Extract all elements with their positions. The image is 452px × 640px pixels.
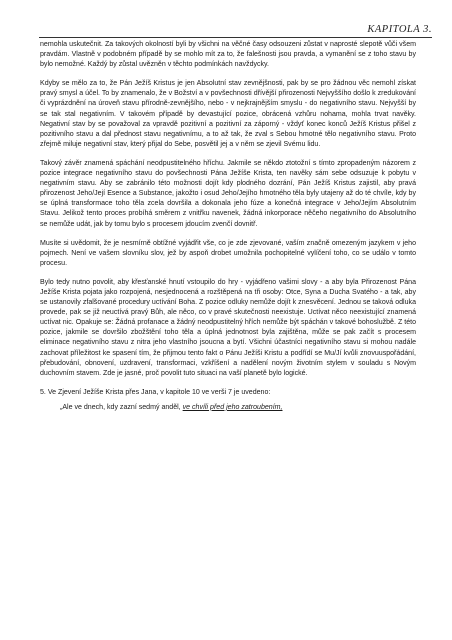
bible-quote [40,403,416,413]
paragraph: Bylo tedy nutno povolit, aby křesťanské hnutí vstoupilo do hry - vyjádřeno vašimi slovy - a aby byla Přirozenost Pána Ježíše Krista pojata jako rozpojená, nesjednocená a rozštěpená na tři osoby: Otce, Syna a Ducha Svatého - a tak, aby se ustanovily zfalšované procedury uctívání Boha. Z pozice odluky nemůže dojít k znesvěcení. Jednou se taková odluka provede, pak se již neuctívá pravý Bůh, ale něco, co v pravé skutečnosti neexistuje. Uctívat něco neexistující znamená uctívat nic. Opakuje se: Žádná profanace a žádný neodpustitelný hřích nemůže být spáchán v takové bohoslužbě. Z této pozice, jakmile se dovršilo zbožštění toho těla a úplná jednotnost byla zajištěna, může se pak začít s procesem eliminace negativního stavu z nitra jeho vlastního jsoucna a bytí. Všichni účastníci negativního stavu si mohou nadále zachovat příležitost ke spasení tím, že přijmou tento fakt o Pánu Ježíši Kristu a podřídí se Mu/Jí kvůli znovuuspořádání, přebudování, obnovení, uzdravení, transformaci, vzkříšení a nadělení novým životním stylem v souladu s Novým duchovním stavem. Zde je jasné, proč povolit tuto situaci na vaší planetě bylo logické. [40,278,416,377]
paragraph: Kdyby se mělo za to, že Pán Ježíš Kristus je jen Absolutní stav zevnějšnosti, pak by se pro žádnou věc nemohl získat pravý smysl a účel. To by znamenalo, že v Božství a v povšechnosti dřívější přirozenosti Nejvyššího došlo k zredukování či vyprázdnění na úroveň stavu přírodně-zevnějšího, nebo - v nejkrajnějším smyslu - do negativního stavu. Nejvyšší by se tak stal negativním. V takovém případě by devastující pozice, obrácená vzhůru nohama, mohla trvat navěky. Negativní stav by se považoval za vpravdě pozitivní a pozitivní za záporný - vždyť konec konců Ježíš Kristus přišel z pozitivního stavu a dal přednost stavu negativnímu, a to až tak, že zval s Sebou hmotné tělo negativního stavu. Proto zřejmě miluje negativní stav, který přijal do Sebe, posvětil jej a v něm se zjevil Svému lidu. [40,80,416,148]
paragraph: nemohla uskutečnit. Za takových okolností byli by všichni na věčné časy odsouzeni zůstat v naprosté slepotě vůči všem pravdám. Vlastně v podobném případě by se mohlo mít za to, že falešnosti jsou pravda, a vymanění se z toho stavu by bylo nemožné. Každý by zůstal uvězněn v těchto podmínkách navždycky. [40,41,416,69]
quote-text: „Ale ve dnech, kdy zazní sedmý anděl, [60,403,183,411]
page-body [40,40,416,422]
quote-underlined: ve chvíli před jeho zatroubením, [182,403,283,411]
header-rule [39,37,432,38]
paragraph: Takový závěr znamená spáchání neodpustitelného hříchu. Jakmile se někdo ztotožní s tímto zpropadeným názorem z pozice integrace negativního stavu do povšechnosti Pána Ježíše Krista, ten navěky sám sebe odsuzuje k pobytu v negativním stavu. Aby se zabránilo této možnosti dojít kdy plodného dozrání, Pán Ježíš Kristus zajistil, aby pravá přirozenost Jeho/Její Esence a Substance, jakožto i osud Jeho/Jejího hmotného těla byly utajeny až do té chvíle, kdy by se úplná transformace toho těla zcela dovršila a dokonala jeho fúze a konečná integrace v Jeho/Jejím Absolutním Stavu. Jelikož tento proces probíhá směrem z vnitřku navenek, žádná inkorporace něčeho negativního do Absolutního se nemůže udát, jak by tomu bylo s procesem jdoucím zvenčí dovnitř. [40,159,416,228]
numbered-item: 5. Ve Zjevení Ježíše Krista přes Jana, v kapitole 10 ve verši 7 je uvedeno: [40,388,271,396]
chapter-header: KAPITOLA 3. [367,24,432,35]
paragraph: Musíte si uvědomit, že je nesmírně obtížné vyjádřit vše, co je zde zjevované, vaším značně omezeným jazykem v jeho pojmech. Není ve vašem slovníku slov, jež by aspoň drobet umožnila pochopitelné vylíčení toho, co se událo v tomto procesu. [40,239,416,267]
